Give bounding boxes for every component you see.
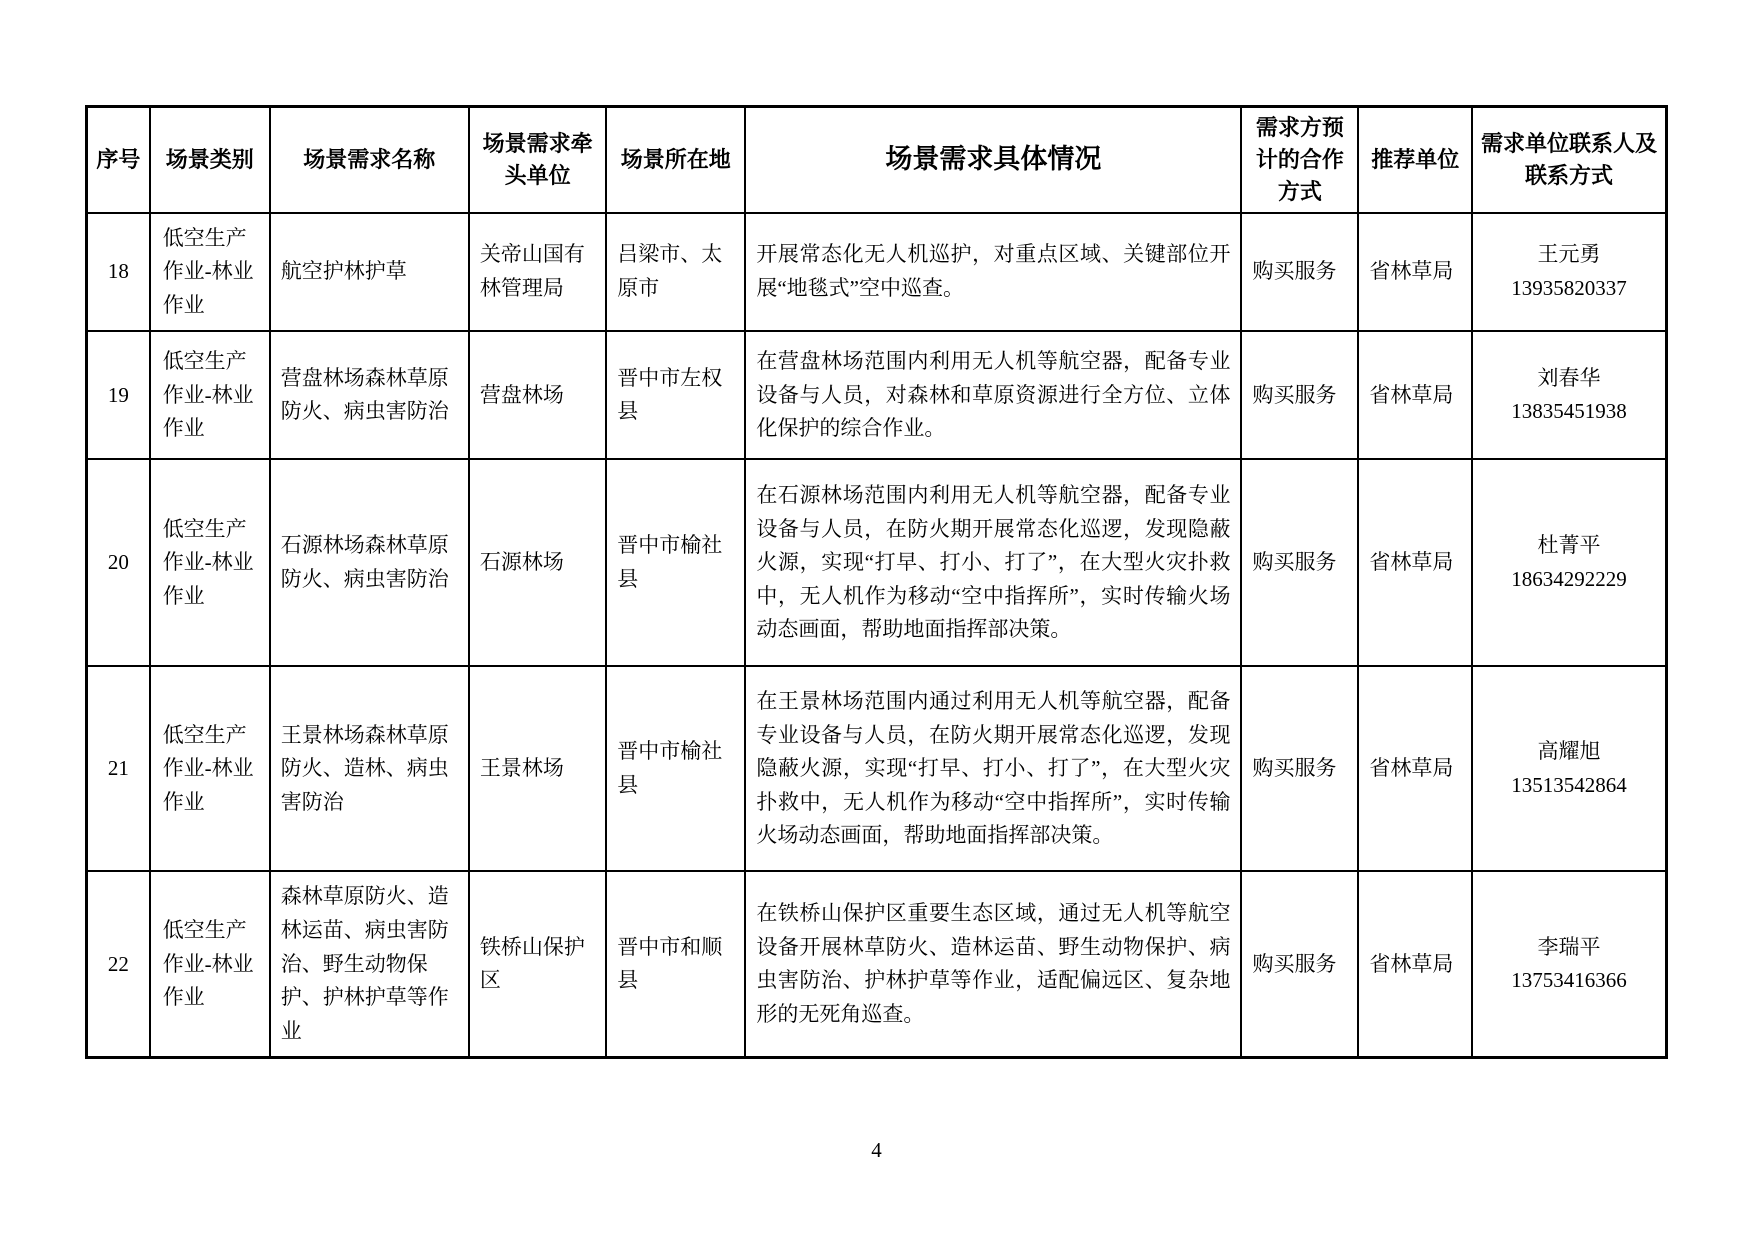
cell-name: 航空护林护草 <box>270 213 469 332</box>
table-row <box>87 666 1667 871</box>
cell-contact <box>1472 459 1666 666</box>
cell-name: 营盘林场森林草原防火、病虫害防治 <box>270 331 469 459</box>
cell-details: 在石源林场范围内利用无人机等航空器，配备专业设备与人员，在防火期开展常态化巡逻，发现隐蔽火源，实现“打早、打小、打了”，在大型火灾扑救中，无人机作为移动“空中指挥所”，实时传输火场动态画面，帮助地面指挥部决策。 <box>745 459 1241 666</box>
table-row <box>87 459 1667 666</box>
cell-contact <box>1472 666 1666 871</box>
header-details: 场景需求具体情况 <box>745 107 1241 213</box>
cell-seq: 22 <box>87 871 150 1057</box>
cell-details: 在营盘林场范围内利用无人机等航空器，配备专业设备与人员，对森林和草原资源进行全方位、立体化保护的综合作业。 <box>745 331 1241 459</box>
cell-cooperation: 购买服务 <box>1241 871 1358 1057</box>
cell-lead-unit: 王景林场 <box>469 666 606 871</box>
cell-category: 低空生产作业-林业作业 <box>150 871 270 1057</box>
contact-phone: 13513542864 <box>1511 772 1627 797</box>
contact-phone: 13935820337 <box>1511 276 1627 301</box>
cell-location: 吕梁市、太原市 <box>606 213 745 332</box>
contact-name: 王元勇 <box>1537 242 1601 267</box>
scenario-demand-table <box>85 105 1668 1059</box>
header-contact: 需求单位联系人及联系方式 <box>1472 107 1666 213</box>
contact-name: 刘春华 <box>1537 365 1601 390</box>
cell-seq: 18 <box>87 213 150 332</box>
cell-recommender: 省林草局 <box>1358 666 1472 871</box>
cell-lead-unit: 营盘林场 <box>469 331 606 459</box>
table-header-row <box>87 107 1667 213</box>
cell-category: 低空生产作业-林业作业 <box>150 213 270 332</box>
cell-seq: 20 <box>87 459 150 666</box>
contact-phone: 13753416366 <box>1511 968 1627 993</box>
cell-recommender: 省林草局 <box>1358 871 1472 1057</box>
cell-contact <box>1472 213 1666 332</box>
table-row <box>87 871 1667 1057</box>
cell-category: 低空生产作业-林业作业 <box>150 459 270 666</box>
cell-seq: 21 <box>87 666 150 871</box>
contact-phone: 13835451938 <box>1511 399 1627 424</box>
cell-recommender: 省林草局 <box>1358 459 1472 666</box>
cell-lead-unit: 关帝山国有林管理局 <box>469 213 606 332</box>
cell-contact <box>1472 871 1666 1057</box>
cell-details: 在铁桥山保护区重要生态区域，通过无人机等航空设备开展林草防火、造林运苗、野生动物保护、病虫害防治、护林护草等作业，适配偏远区、复杂地形的无死角巡查。 <box>745 871 1241 1057</box>
table-row <box>87 213 1667 332</box>
cell-location: 晋中市榆社县 <box>606 666 745 871</box>
cell-cooperation: 购买服务 <box>1241 459 1358 666</box>
header-location: 场景所在地 <box>606 107 745 213</box>
cell-category: 低空生产作业-林业作业 <box>150 331 270 459</box>
cell-name: 石源林场森林草原防火、病虫害防治 <box>270 459 469 666</box>
contact-name: 杜菁平 <box>1537 533 1601 558</box>
cell-location: 晋中市和顺县 <box>606 871 745 1057</box>
cell-contact <box>1472 331 1666 459</box>
contact-phone: 18634292229 <box>1511 566 1627 591</box>
header-seq: 序号 <box>87 107 150 213</box>
cell-name: 王景林场森林草原防火、造林、病虫害防治 <box>270 666 469 871</box>
cell-seq: 19 <box>87 331 150 459</box>
cell-details: 在王景林场范围内通过利用无人机等航空器，配备专业设备与人员，在防火期开展常态化巡逻，发现隐蔽火源，实现“打早、打小、打了”，在大型火灾扑救中，无人机作为移动“空中指挥所”，实时传输火场动态画面，帮助地面指挥部决策。 <box>745 666 1241 871</box>
cell-cooperation: 购买服务 <box>1241 331 1358 459</box>
cell-cooperation: 购买服务 <box>1241 666 1358 871</box>
header-lead-unit: 场景需求牵头单位 <box>469 107 606 213</box>
cell-recommender: 省林草局 <box>1358 331 1472 459</box>
cell-cooperation: 购买服务 <box>1241 213 1358 332</box>
cell-category: 低空生产作业-林业作业 <box>150 666 270 871</box>
header-name: 场景需求名称 <box>270 107 469 213</box>
cell-name: 森林草原防火、造林运苗、病虫害防治、野生动物保护、护林护草等作业 <box>270 871 469 1057</box>
cell-lead-unit: 石源林场 <box>469 459 606 666</box>
cell-details: 开展常态化无人机巡护，对重点区域、关键部位开展“地毯式”空中巡查。 <box>745 213 1241 332</box>
cell-location: 晋中市榆社县 <box>606 459 745 666</box>
header-recommender: 推荐单位 <box>1358 107 1472 213</box>
header-category: 场景类别 <box>150 107 270 213</box>
contact-name: 李瑞平 <box>1537 934 1601 959</box>
cell-lead-unit: 铁桥山保护区 <box>469 871 606 1057</box>
page-number: 4 <box>871 1138 882 1162</box>
cell-location: 晋中市左权县 <box>606 331 745 459</box>
contact-name: 高耀旭 <box>1537 739 1601 764</box>
cell-recommender: 省林草局 <box>1358 213 1472 332</box>
table-row <box>87 331 1667 459</box>
header-cooperation: 需求方预计的合作方式 <box>1241 107 1358 213</box>
